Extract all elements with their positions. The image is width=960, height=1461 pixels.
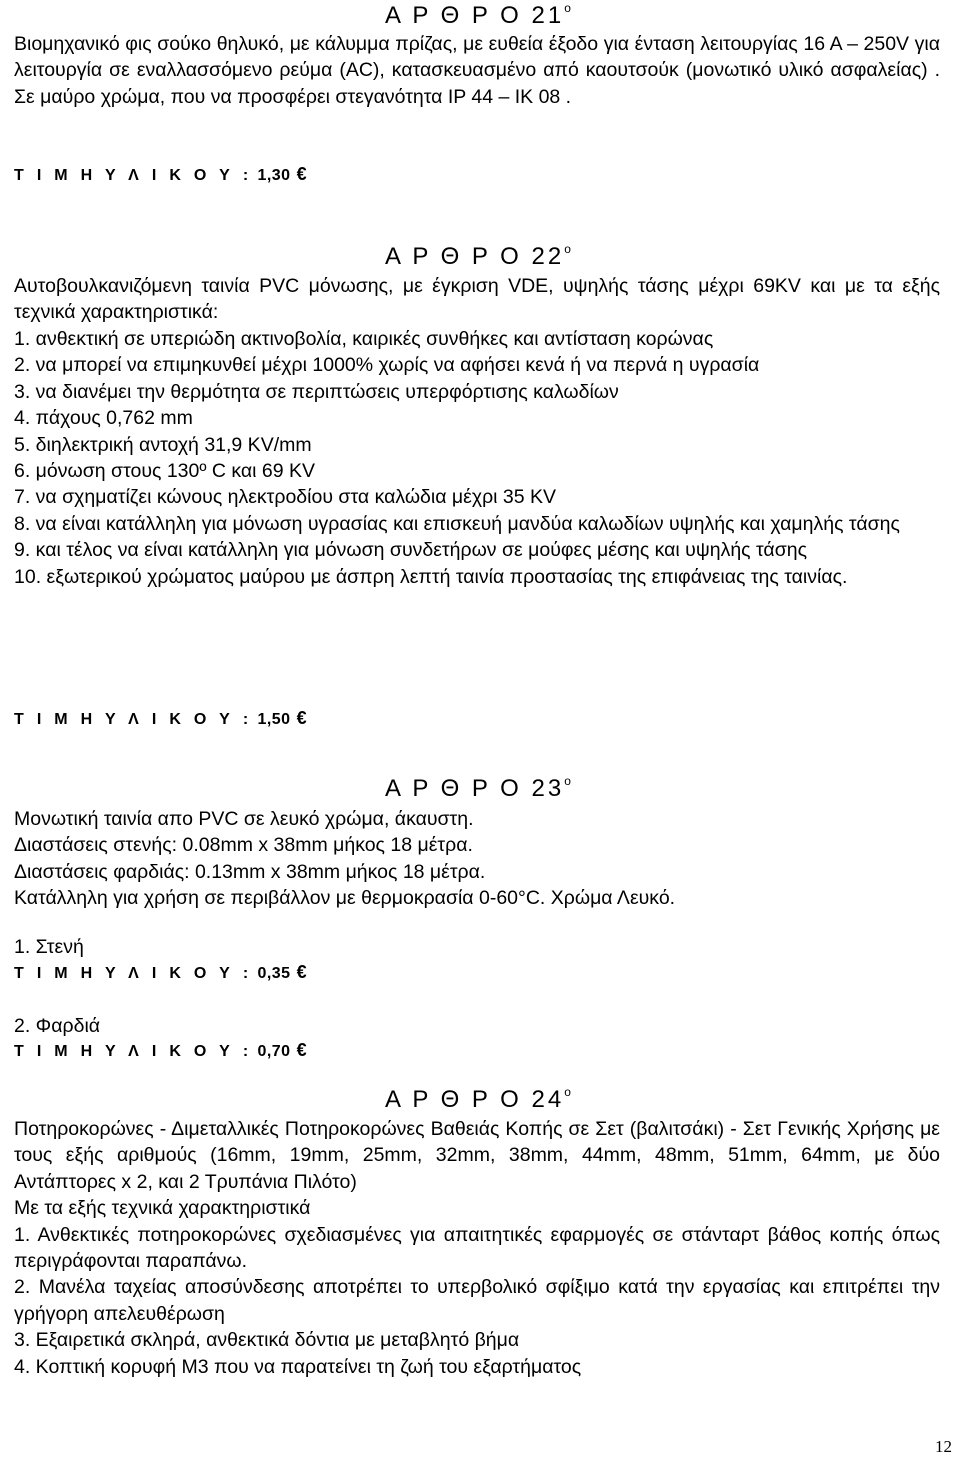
article-23-price-wide: Τ Ι Μ Η Υ Λ Ι Κ Ο Υ : 0,70 €	[14, 1040, 308, 1060]
euro-icon: €	[296, 1040, 308, 1060]
article-23-option-wide: 2. Φαρδιά	[14, 1015, 101, 1037]
article-21-body: Βιομηχανικό φις σούκο θηλυκό, με κάλυμμα πρίζας, με ευθεία έξοδο για ένταση λειτουργίας 16 Α – 250V για λειτουργία σε εναλλασσόμενο ρεύμα (AC), κατασκευασμένο από καουτσούκ (μονωτικό υλικό ασφαλείας) . Σε μαύρο χρώμα, που να προσφέρει στεγανότητα IP 44 – ΙΚ 08 .	[14, 33, 940, 108]
list-item: 4. πάχους 0,762 mm	[14, 407, 193, 430]
article-24-heading: Α Ρ Θ Ρ Ο $24^o$	[385, 1085, 571, 1113]
text-line: Ποτηροκορώνες - Διμεταλλικές Ποτηροκορώνες Βαθειάς Κοπής σε Σετ (βαλιτσάκι) - Σετ Γενικής Χρήσης με τους εξής αριθμούς (16mm, 19mm, 25mm, 32mm, 38mm, 44mm, 48mm, 51mm, 64mm, με δύο Αντάπτορες x 2, και 2 Τρυπάνια Πιλότο)	[14, 1118, 940, 1193]
list-item: 4. Κοπτική κορυφή Μ3 που να παρατείνει τη ζωή του εξαρτήματος	[14, 1355, 582, 1378]
page-number: 12	[935, 1437, 952, 1456]
list-item: 3. Εξαιρετικά σκληρά, ανθεκτικά δόντια με μεταβλητό βήμα	[14, 1329, 520, 1352]
list-item: 1. Ανθεκτικές ποτηροκορώνες σχεδιασμένες για απαιτητικές εφαρμογές σε στάνταρτ βάθος κοπής όπως περιγράφονται παραπάνω.	[14, 1223, 940, 1273]
text-line: Με τα εξής τεχνικά χαρακτηριστικά	[14, 1197, 311, 1220]
euro-icon: €	[296, 708, 308, 728]
text-line: Μονωτική ταινία απο PVC σε λευκό χρώμα, άκαυστη.	[14, 808, 474, 830]
text-line: Διαστάσεις φαρδιάς: 0.13mm x 38mm μήκος 18 μέτρα.	[14, 860, 486, 883]
article-24-body	[14, 1116, 940, 1380]
article-23-option-narrow: 1. Στενή	[14, 936, 84, 958]
list-item: 7. να σχηματίζει κώνους ηλεκτροδίου στα καλώδια μέχρι 35 KV	[14, 486, 557, 509]
article-22-intro: Αυτοβουλκανιζόμενη ταινία PVC μόνωσης, με έγκριση VDE, υψηλής τάσης μέχρι 69KV και με τα εξής τεχνικά χαρακτηριστικά:	[14, 275, 940, 324]
list-item: 5. διηλεκτρική αντοχή 31,9 KV/mm	[14, 433, 312, 456]
euro-icon: €	[296, 962, 308, 982]
article-22-price: Τ Ι Μ Η Υ Λ Ι Κ Ο Υ : 1,50 €	[14, 708, 308, 728]
article-23-heading: Α Ρ Θ Ρ Ο $23^o$	[385, 774, 571, 802]
article-22-heading: Α Ρ Θ Ρ Ο $22^o$	[385, 242, 571, 270]
list-item: 9. και τέλος να είναι κατάλληλη για μόνωση συνδετήρων σε μούφες μέσης και υψηλής τάσης	[14, 539, 807, 562]
list-item: 6. μόνωση στους 130º C και 69 KV	[14, 460, 316, 483]
list-item: 1. ανθεκτική σε υπεριώδη ακτινοβολία, καιρικές συνθήκες και αντίσταση κορώνας	[14, 328, 714, 350]
list-item: 2. Μανέλα ταχείας αποσύνδεσης αποτρέπει το υπερβολικό σφίξιμο κατά την εργασίας και επιτρέπει την γρήγορη απελευθέρωση	[14, 1276, 940, 1325]
euro-icon: €	[296, 164, 308, 184]
list-item: 2. να μπορεί να επιμηκυνθεί μέχρι 1000% χωρίς να αφήσει κενά ή να περνά η υγρασία	[14, 354, 760, 377]
list-item: 8. να είναι κατάλληλη για μόνωση υγρασίας και επισκευή μανδύα καλωδίων υψηλής και χαμηλής τάσης	[14, 512, 900, 535]
article-22-specs-list	[14, 326, 940, 590]
article-21-heading: Α Ρ Θ Ρ Ο $21^o$	[385, 1, 571, 29]
list-item: 10. εξωτερικού χρώματος μαύρου με άσπρη λεπτή ταινία προστασίας της επιφάνειας της ταινίας.	[14, 565, 848, 588]
text-line: Κατάλληλη για χρήση σε περιβάλλον με θερμοκρασία 0-60°C. Χρώμα Λευκό.	[14, 887, 676, 910]
article-21-price: Τ Ι Μ Η Υ Λ Ι Κ Ο Υ : 1,30 €	[14, 164, 308, 184]
text-line: Διαστάσεις στενής: 0.08mm x 38mm μήκος 18 μέτρα.	[14, 834, 473, 857]
list-item: 3. να διανέμει την θερμότητα σε περιπτώσεις υπερφόρτισης καλωδίων	[14, 380, 619, 403]
article-23-price-narrow: Τ Ι Μ Η Υ Λ Ι Κ Ο Υ : 0,35 €	[14, 962, 308, 982]
article-23-description	[14, 806, 940, 912]
